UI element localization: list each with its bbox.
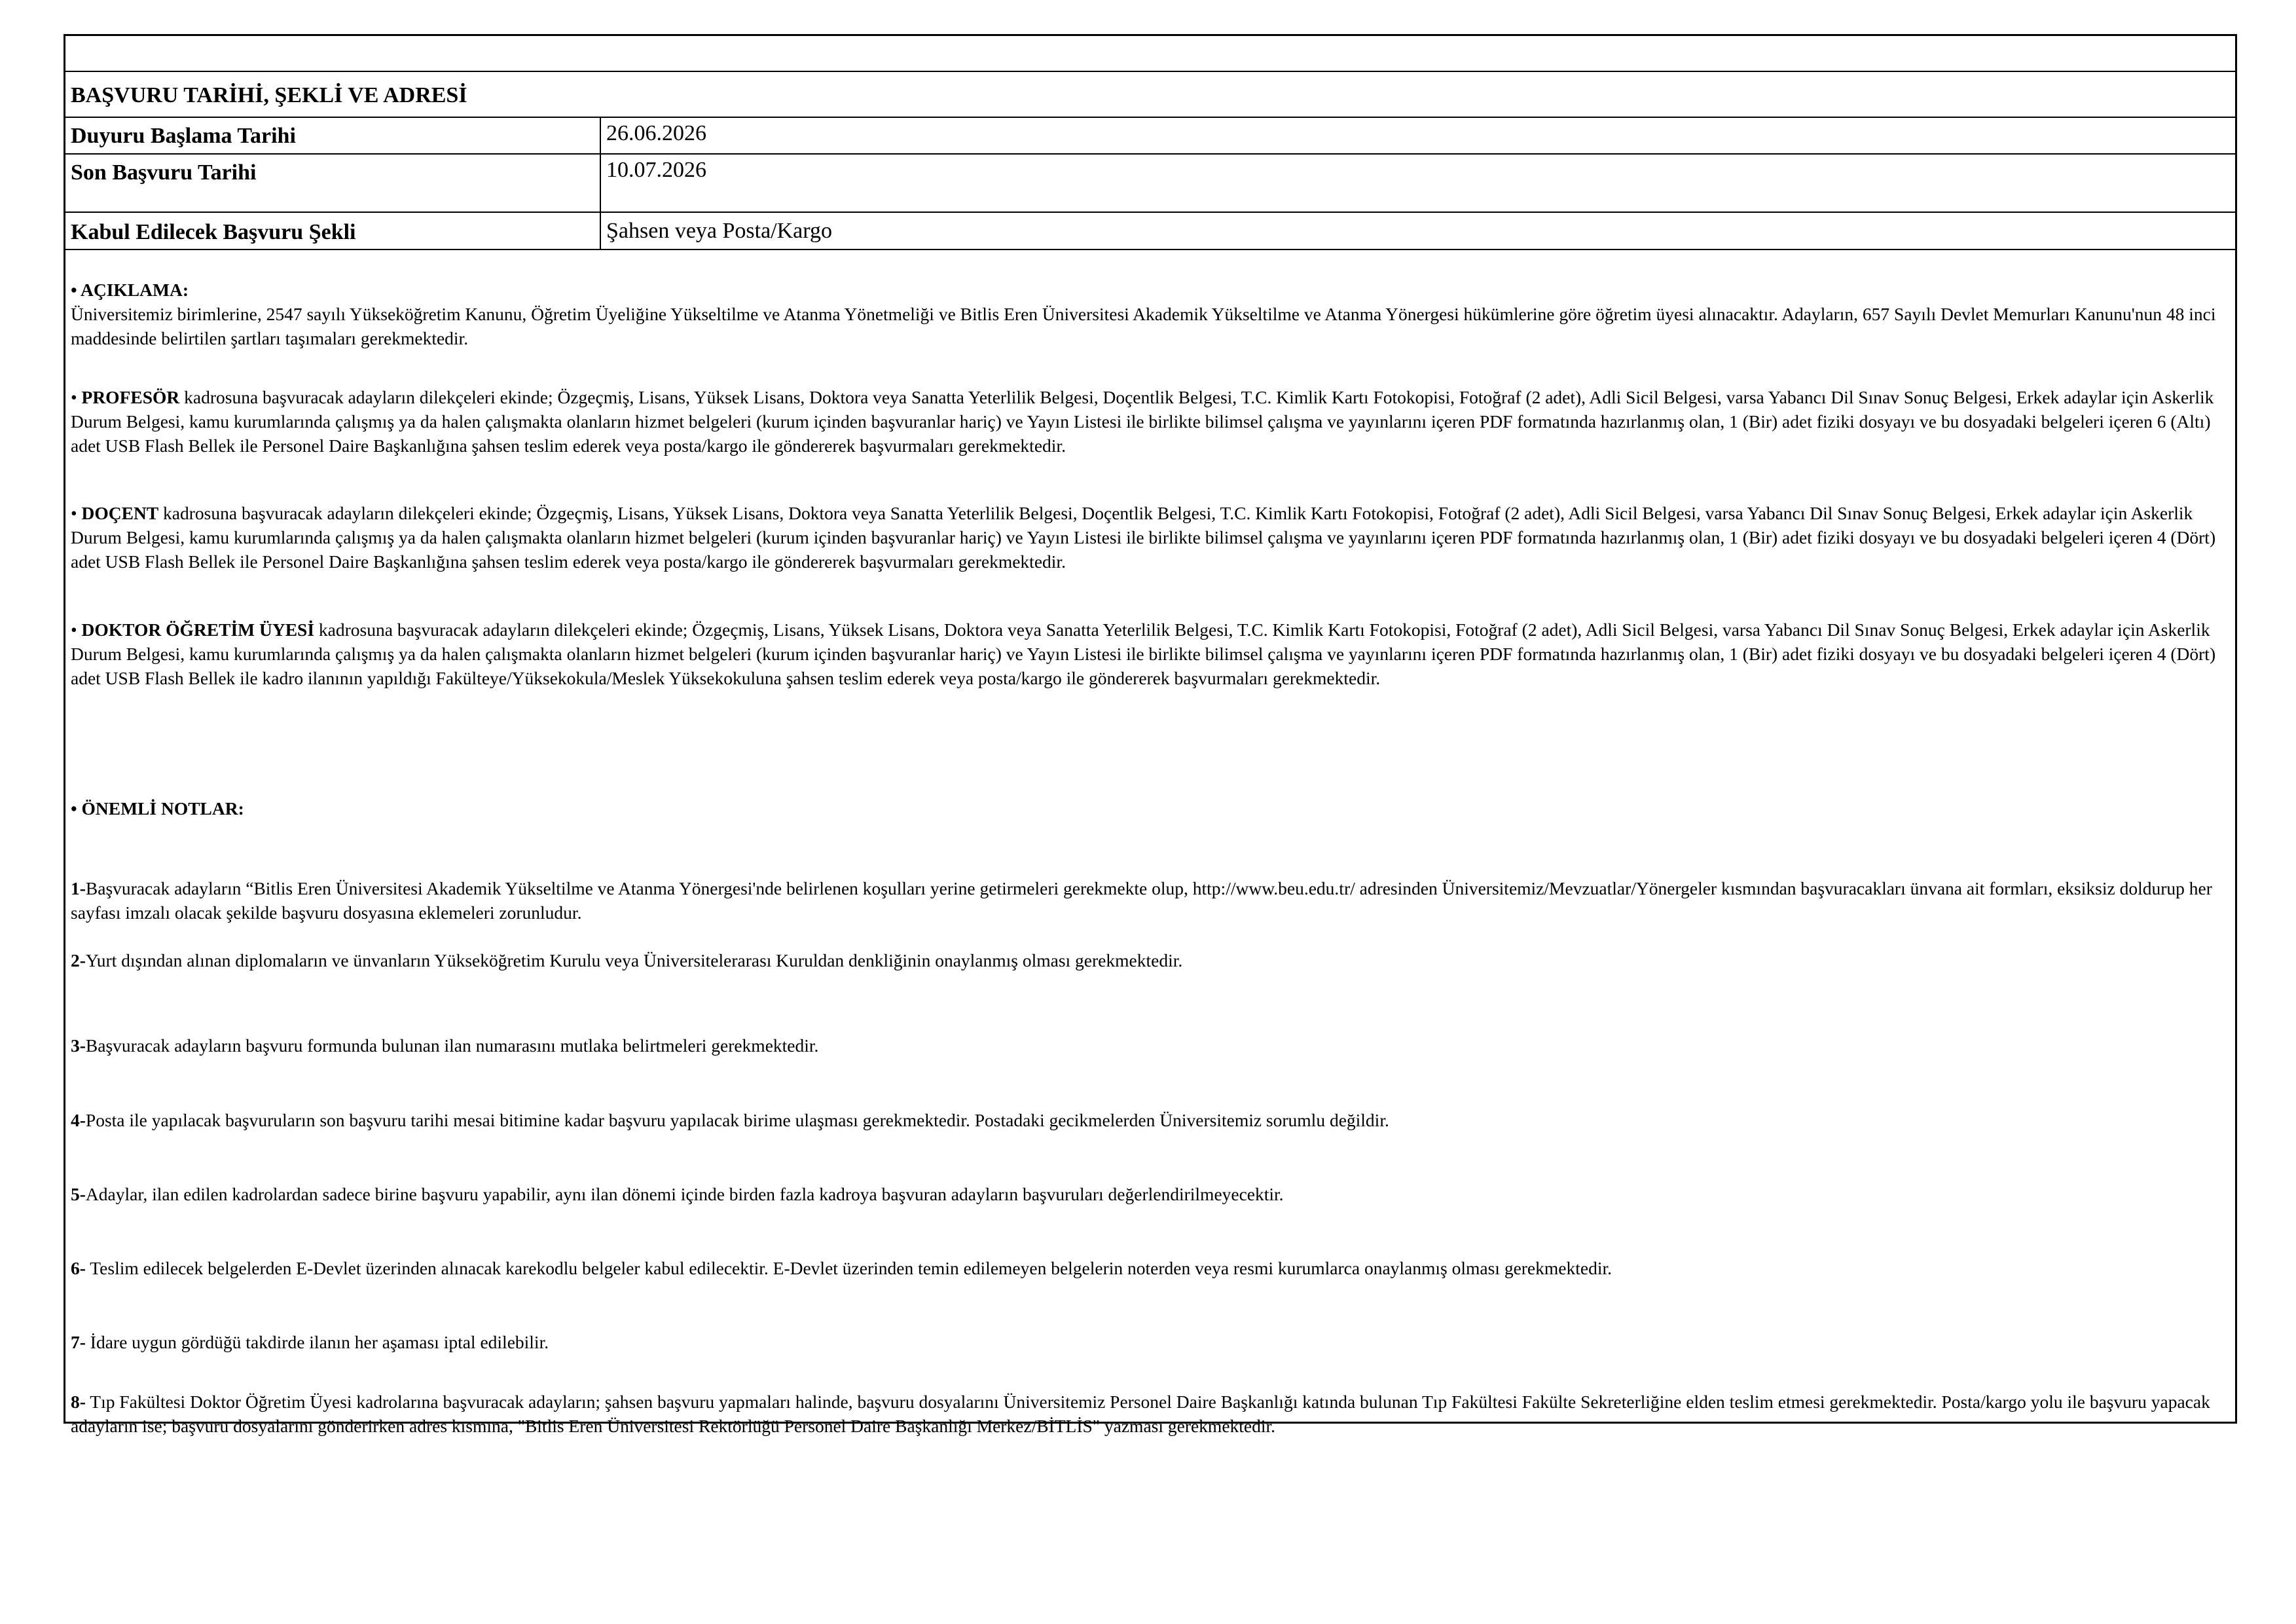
method-label: Kabul Edilecek Başvuru Şekli: [65, 213, 601, 249]
profesor-text: kadrosuna başvuracak adayların dilekçeleri ekinde; Özgeçmiş, Lisans, Yüksek Lisans, Doktora veya Sanatta Yeterlilik Belgesi, Doçentlik Belgesi, T.C. Kimlik Kartı Fotokopisi, Fotoğraf (2 adet), Adli Sicil Belgesi, varsa Yabancı Dil Sınav Sonuç Belgesi, Erkek adaylar için Askerlik Durum Belgesi, kamu kurumlarında çalışmış ya da halen çalışmakta olanların hizmet belgeleri (kurum içinden başvuranlar hariç) ve Yayın Listesi ile birlikte bilimsel çalışma ve yayınlarını içeren PDF formatında hazırlanmış olan, 1 (Bir) adet fiziki dosyayı ve bu dosyadaki belgeleri içeren 6 (Altı) adet USB Flash Bellek ile Personel Daire Başkanlığına şahsen teslim ederek veya posta/kargo ile göndererek başvurmaları gerekmektedir.: [71, 387, 2214, 456]
dou-text: kadrosuna başvuracak adayların dilekçeleri ekinde; Özgeçmiş, Lisans, Yüksek Lisans, Doktora veya Sanatta Yeterlilik Belgesi, T.C. Kimlik Kartı Fotokopisi, Fotoğraf (2 adet), Adli Sicil Belgesi, varsa Yabancı Dil Sınav Sonuç Belgesi, Erkek adaylar için Askerlik Durum Belgesi, kamu kurumlarında çalışmış ya da halen çalışmakta olanların hizmet belgeleri (kurum içinden başvuranlar hariç) ve Yayın Listesi ile birlikte bilimsel çalışma ve yayınlarını içeren PDF formatında hazırlanmış olan, 1 (Bir) adet fiziki dosyayı ve bu dosyadaki belgeleri içeren 4 (Dört) adet USB Flash Bellek ile kadro ilanının yapıldığı Fakülteye/Yüksekokula/Meslek Yüksekokuluna şahsen teslim ederek veya posta/kargo ile göndererek başvurmaları gerekmektedir.: [71, 619, 2216, 688]
aciklama-block: [71, 278, 2229, 350]
dou-block: [71, 618, 2229, 690]
note-3: [71, 1033, 2229, 1058]
note-text: İdare uygun gördüğü takdirde ilanın her aşaması iptal edilebilir.: [85, 1332, 549, 1352]
onemli-notlar-heading: • ÖNEMLİ NOTLAR:: [71, 798, 244, 819]
dou-title: DOKTOR ÖĞRETİM ÜYESİ: [81, 619, 315, 640]
note-number: 5-: [71, 1184, 86, 1204]
docent-bullet: •: [71, 503, 82, 523]
blank-top-row: [65, 36, 2235, 72]
deadline-value: 10.07.2026: [606, 158, 706, 182]
docent-block: [71, 501, 2229, 574]
note-text: Başvuracak adayların başvuru formunda bulunan ilan numarasını mutlaka belirtmeleri gerekmektedir.: [85, 1035, 819, 1056]
note-text: Teslim edilecek belgelerden E-Devlet üzerinden alınacak karekodlu belgeler kabul edilecektir. E-Devlet üzerinden temin edilemeyen belgelerin noterden veya resmi kurumlarca onaylanmış olması gerekmektedir.: [85, 1258, 1612, 1278]
note-1: [71, 876, 2229, 925]
info-row-deadline: [65, 155, 2235, 213]
docent-title: DOÇENT: [81, 503, 159, 523]
start-date-label: Duyuru Başlama Tarihi: [65, 118, 601, 153]
note-number: 3-: [71, 1035, 86, 1056]
note-4: [71, 1108, 2229, 1132]
info-row-method: [65, 213, 2235, 250]
info-row-start-date: [65, 118, 2235, 155]
aciklama-text: Üniversitemiz birimlerine, 2547 sayılı Yükseköğretim Kanunu, Öğretim Üyeliğine Yükseltilme ve Atanma Yönetmeliği ve Bitlis Eren Üniversitesi Akademik Yükseltilme ve Atanma Yönergesi hükümlerine göre öğretim üyesi alınacaktır. Adayların, 657 Sayılı Devlet Memurları Kanunu'nun 48 inci maddesinde belirtilen şartları taşımaları gerekmektedir.: [71, 304, 2216, 348]
note-number: 4-: [71, 1110, 86, 1130]
profesor-bullet: •: [71, 387, 82, 407]
docent-text: kadrosuna başvuracak adayların dilekçeleri ekinde; Özgeçmiş, Lisans, Yüksek Lisans, Doktora veya Sanatta Yeterlilik Belgesi, Doçentlik Belgesi, T.C. Kimlik Kartı Fotokopisi, Fotoğraf (2 adet), Adli Sicil Belgesi, varsa Yabancı Dil Sınav Sonuç Belgesi, Erkek adaylar için Askerlik Durum Belgesi, kamu kurumlarında çalışmış ya da halen çalışmakta olanların hizmet belgeleri (kurum içinden başvuranlar hariç) ve Yayın Listesi ile birlikte bilimsel çalışma ve yayınlarını içeren PDF formatında hazırlanmış olan, 1 (Bir) adet fiziki dosyayı ve bu dosyadaki belgeleri içeren 4 (Dört) adet USB Flash Bellek ile Personel Daire Başkanlığına şahsen teslim ederek veya posta/kargo ile göndererek başvurmaları gerekmektedir.: [71, 503, 2216, 572]
note-text: Yurt dışından alınan diplomaların ve ünvanların Yükseköğretim Kurulu veya Üniversitelerarası Kuruldan denkliğinin onaylanmış olması gerekmektedir.: [85, 950, 1183, 970]
start-date-value: 26.06.2026: [606, 121, 706, 145]
note-number: 7-: [71, 1332, 86, 1352]
note-text: Başvuracak adayların “Bitlis Eren Üniversitesi Akademik Yükseltilme ve Atanma Yönergesi'nde belirlenen koşulları yerine getirmeleri gerekmekte olup, http://www.beu.edu.tr/ adresinden Üniversitemiz/Mevzuatlar/Yönergeler kısmından başvuracakları ünvana ait formları, eksiksiz doldurup her sayfası imzalı olacak şekilde başvuru dosyasına eklemeleri zorunludur.: [71, 878, 2212, 923]
note-5: [71, 1182, 2229, 1206]
announcement-body: [65, 250, 2235, 1436]
note-text: Adaylar, ilan edilen kadrolardan sadece birine başvuru yapabilir, aynı ilan dönemi içinde birden fazla kadroya başvuran adayların başvuruları değerlendirilmeyecektir.: [85, 1184, 1284, 1204]
note-7: [71, 1330, 2229, 1354]
profesor-title: PROFESÖR: [81, 387, 180, 407]
deadline-label: Son Başvuru Tarihi: [65, 155, 601, 212]
dou-bullet: •: [71, 619, 82, 640]
profesor-block: [71, 385, 2229, 458]
section-title: BAŞVURU TARİHİ, ŞEKLİ VE ADRESİ: [71, 83, 467, 107]
note-number: 2-: [71, 950, 86, 970]
note-number: 6-: [71, 1258, 86, 1278]
section-title-row: [65, 72, 2235, 118]
note-text: Tıp Fakültesi Doktor Öğretim Üyesi kadrolarına başvuracak adayların; şahsen başvuru yapmaları halinde, başvuru dosyalarını Üniversitemiz Personel Daire Başkanlığı katında bulunan Tıp Fakültesi Fakülte Sekreterliğine elden teslim etmesi gerekmektedir. Posta/kargo yolu ile başvuru yapacak adayların ise; başvuru dosyalarını gönderirken adres kısmına, "Bitlis Eren Üniversitesi Rektörlüğü Personel Daire Başkanlığı Merkez/BİTLİS" yazması gerekmektedir.: [71, 1392, 2210, 1436]
note-6: [71, 1256, 2229, 1280]
note-number: 8-: [71, 1392, 86, 1412]
aciklama-heading: • AÇIKLAMA:: [71, 280, 189, 300]
note-8: [71, 1390, 2229, 1438]
note-number: 1-: [71, 878, 86, 898]
note-2: [71, 948, 2229, 972]
method-value: Şahsen veya Posta/Kargo: [606, 219, 832, 243]
note-text: Posta ile yapılacak başvuruların son başvuru tarihi mesai bitimine kadar başvuru yapılacak birime ulaşması gerekmektedir. Postadaki gecikmelerden Üniversitemiz sorumlu değildir.: [85, 1110, 1389, 1130]
announcement-frame: [64, 34, 2237, 1436]
